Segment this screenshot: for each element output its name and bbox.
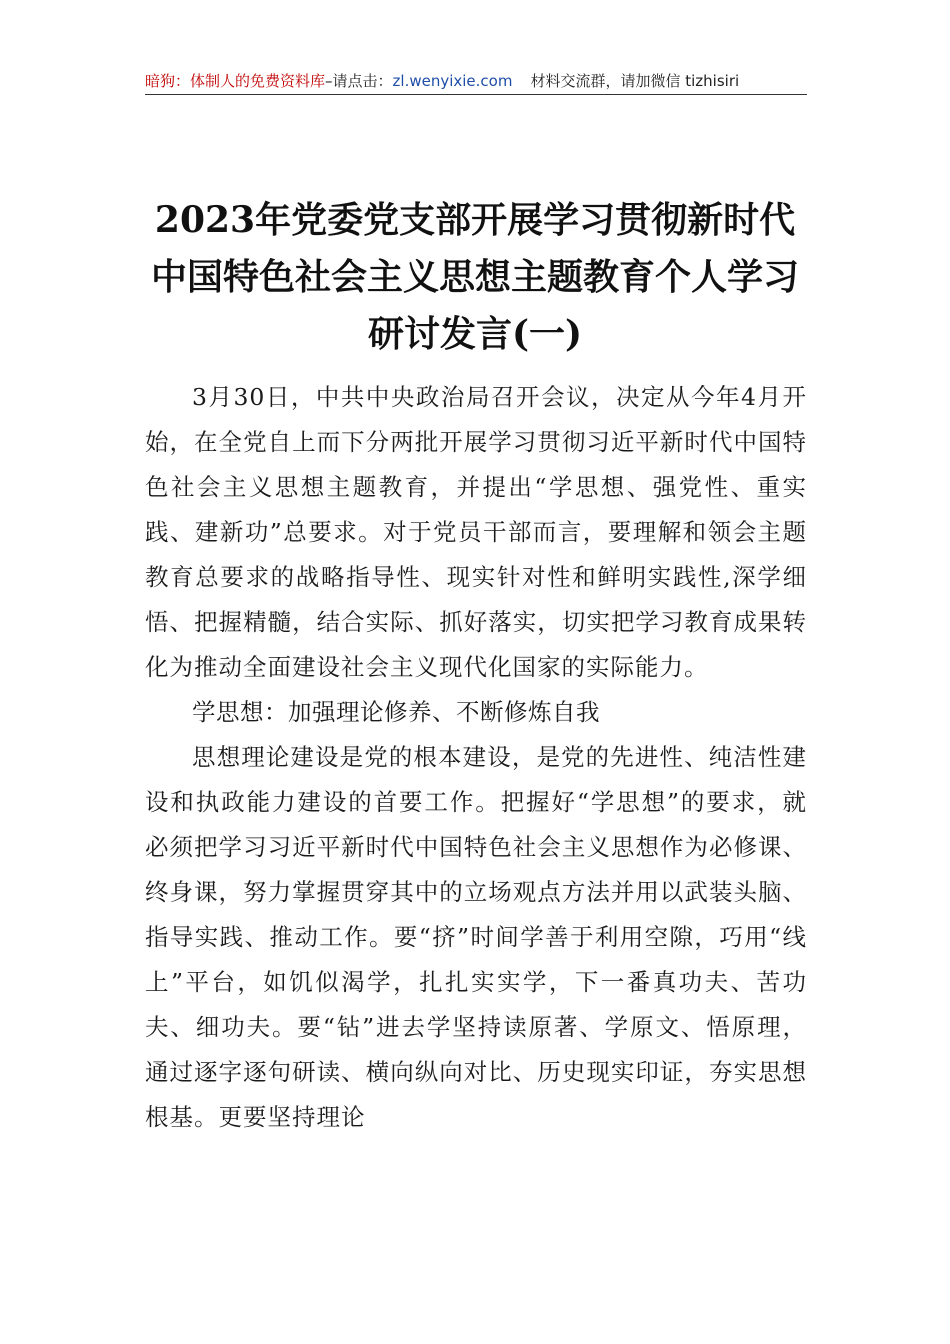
header-brand: 暗狗：体制人的免费资料库 [145,72,326,90]
page-header [145,70,807,92]
section-paragraph: 思想理论建设是党的根本建设，是党的先进性、纯洁性建设和执政能力建设的首要工作。把握好“学思想”的要求，就必须把学习习近平新时代中国特色社会主义思想作为必修课、终身课，努力掌握贯穿其中的立场观点方法并用以武装头脑、指导实践、推动工作。要“挤”时间学善于利用空隙，巧用“线上”平台，如饥似渴学，扎扎实实学，下一番真功夫、苦功夫、细功夫。要“钻”进去学坚持读原著、学原文、悟原理，通过逐字逐句研读、横向纵向对比、历史现实印证，夯实思想根基。更要坚持理论 [145,743,807,1131]
intro-paragraph: 3月30日，中共中央政治局召开会议，决定从今年4月开始，在全党自上而下分两批开展学习贯彻习近平新时代中国特色社会主义思想主题教育，并提出“学思想、强党性、重实践、建新功”总要求。对于党员干部而言，要理解和领会主题教育总要求的战略指导性、现实针对性和鲜明实践性,深学细悟、把握精髓，结合实际、抓好落实，切实把学习教育成果转化为推动全面建设社会主义现代化国家的实际能力。 [145,383,807,681]
header-separator: –请点击： [325,72,393,90]
document-body [145,375,807,1140]
header-wechat-note: 材料交流群，请加微信 tizhisiri [530,72,740,90]
header-url-link[interactable]: zl.wenyixie.com [392,72,513,90]
section-heading: 学思想：加强理论修养、不断修炼自我 [192,698,600,726]
document-title: 2023年党委党支部开展学习贯彻新时代中国特色社会主义思想主题教育个人学习研讨发言(一) [150,199,799,356]
header-divider [145,94,807,95]
